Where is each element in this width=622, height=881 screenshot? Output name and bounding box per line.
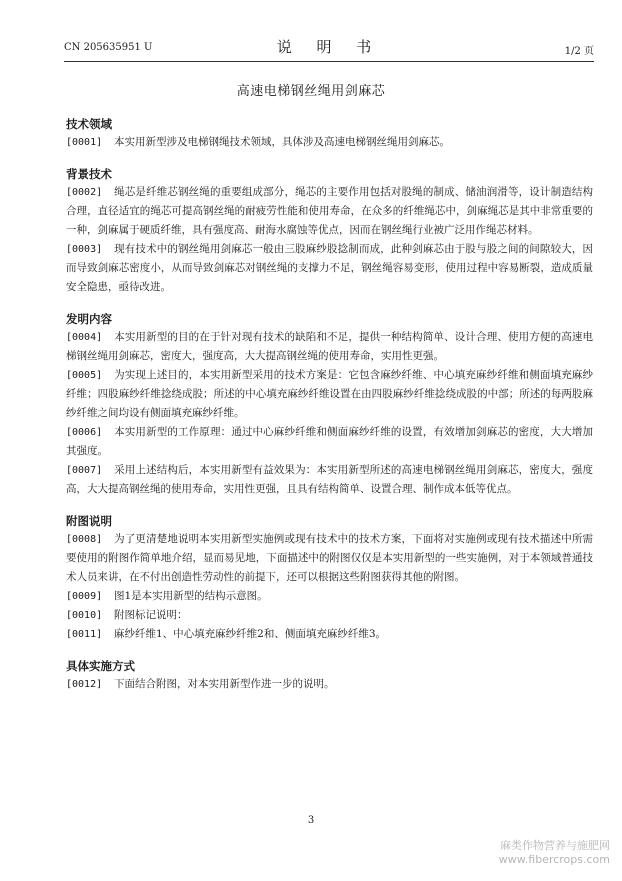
paragraph-text: 图1是本实用新型的结构示意图。 [114,590,268,602]
section-heading: 具体实施方式 [66,659,135,673]
paragraph [66,587,593,606]
paragraph-number: [0009] [66,591,103,602]
watermark-url: www.fibercrops.com [498,853,610,866]
paragraph [66,625,593,644]
paragraph-text: 本实用新型涉及电梯钢绳技术领域，具体涉及高速电梯钢丝绳用剑麻芯。 [114,136,450,148]
paragraph-number: [0001] [66,137,103,148]
paragraph [66,675,593,694]
paragraph [66,240,593,297]
section-drawings [66,513,593,644]
paragraph [66,366,593,423]
section-heading: 附图说明 [66,514,112,528]
section-heading: 发明内容 [66,312,112,326]
paragraph-text: 附图标记说明： [114,609,188,621]
paragraph-number: [0011] [66,629,103,640]
paragraph [66,183,593,240]
paragraph-number: [0007] [66,465,103,476]
paragraph-text: 麻纱纤维1、中心填充麻纱纤维2和、侧面填充麻纱纤维3。 [114,628,387,640]
header-divider [64,61,594,62]
paragraph-text: 现有技术中的钢丝绳用剑麻芯一般由三股麻纱股捻制而成，此种剑麻芯由于股与股之间的间隙较大，因而导致剑麻芯密度小，从而导致剑麻芯对钢丝绳的支撑力不足，钢丝绳容易变形，使用过程中容易断裂，造成质量安全隐患，亟待改进。 [66,243,593,293]
section-technical-field [66,116,593,152]
paragraph [66,530,593,587]
paragraph-number: [0004] [66,332,103,343]
page-header [64,36,594,58]
publication-number: CN 205635951 U [64,42,153,53]
paragraph [66,328,593,366]
paragraph-text: 为实现上述目的，本实用新型采用的技术方案是：它包含麻纱纤维、中心填充麻纱纤维和侧面填充麻纱纤维；四股麻纱纤维捻绕成股；所述的中心填充麻纱纤维设置在由四股麻纱纤维捻绕成股的中部；所述的每两股麻纱纤维之间均设有侧面填充麻纱纤维。 [66,369,593,419]
watermark [499,839,610,867]
section-summary [66,311,593,499]
paragraph-text: 本实用新型的工作原理：通过中心麻纱纤维和侧面麻纱纤维的设置，有效增加剑麻芯的密度，大大增加其强度。 [66,426,593,457]
paragraph-number: [0006] [66,427,103,438]
section-embodiment [66,658,593,694]
watermark-site-name: 麻类作物营养与施肥网 [500,839,610,852]
paragraph-number: [0012] [66,679,103,690]
paragraph-text: 下面结合附图，对本实用新型作进一步的说明。 [114,678,335,690]
paragraph [66,461,593,499]
document-body [66,116,593,708]
paragraph-number: [0003] [66,244,103,255]
page-number: 3 [307,815,315,826]
paragraph [66,423,593,461]
paragraph-number: [0002] [66,187,103,198]
paragraph-number: [0008] [66,534,103,545]
paragraph-number: [0005] [66,370,103,381]
document-type: 说 明 书 [276,38,382,56]
page-info: 1/2 页 [564,46,594,57]
paragraph [66,133,593,152]
paragraph-number: [0010] [66,610,103,621]
paragraph-text: 绳芯是纤维芯钢丝绳的重要组成部分，绳芯的主要作用包括对股绳的制成、储油润滑等，设计制造结构合理，直径适宜的绳芯可提高钢丝绳的耐疲劳性能和使用寿命，在众多的纤维绳芯中，剑麻绳芯是其中非常重要的一种，剑麻属于硬质纤维，具有强度高、耐海水腐蚀等优点，因而在钢丝绳行业被广泛用作绳芯材料。 [66,186,593,236]
section-heading: 背景技术 [66,167,112,181]
paragraph [66,606,593,625]
paragraph-text: 采用上述结构后，本实用新型有益效果为：本实用新型所述的高速电梯钢丝绳用剑麻芯，密度大，强度高，大大提高钢丝绳的使用寿命，实用性更强，且具有结构简单、设置合理、制作成本低等优点。 [66,464,593,495]
paragraph-text: 为了更清楚地说明本实用新型实施例或现有技术中的技术方案，下面将对实施例或现有技术描述中所需要使用的附图作简单地介绍，显而易见地，下面描述中的附图仅仅是本实用新型的一些实施例，对于本领域普通技术人员来讲，在不付出创造性劳动性的前提下，还可以根据这些附图获得其他的附图。 [66,533,593,583]
section-heading: 技术领域 [66,117,112,131]
document-title: 高速电梯钢丝绳用剑麻芯 [236,84,386,99]
paragraph-text: 本实用新型的目的在于针对现有技术的缺陷和不足，提供一种结构简单、设计合理、使用方便的高速电梯钢丝绳用剑麻芯，密度大，强度高，大大提高钢丝绳的使用寿命，实用性更强。 [66,331,593,362]
section-background [66,166,593,297]
